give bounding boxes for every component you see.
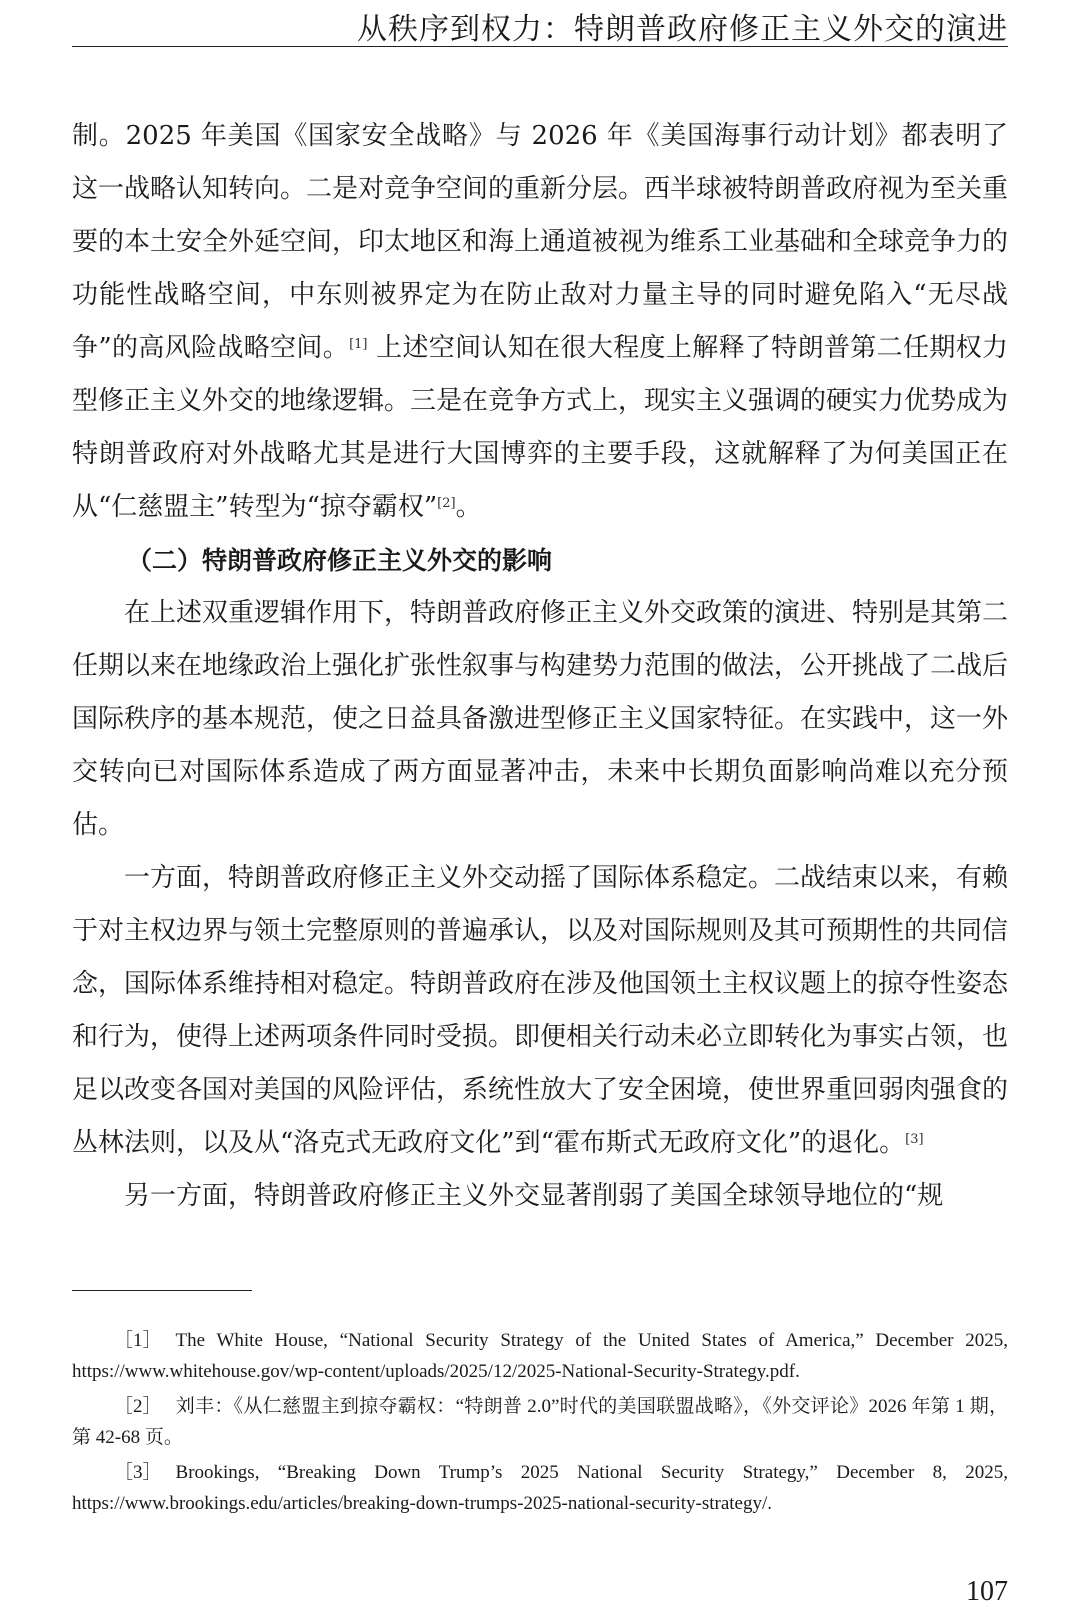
paragraph-text: 制。2025 年美国《国家安全战略》与 2026 年《美国海事行动计划》都表明了这一战略认知转向。二是对竞争空间的重新分层。西半球被特朗普政府视为至关重要的本土安全外延空间，印太地区和海上通道被视为维系工业基础和全球竞争力的功能性战略空间，中东则被界定为在防止敌对力量主导的同时避免陷入“无尽战争”的高风险战略空间。: [72, 121, 1009, 363]
paragraph: 另一方面，特朗普政府修正主义外交显著削弱了美国全球领导地位的“规: [124, 1181, 944, 1211]
footnote-1: [72, 1325, 1008, 1387]
footnote-ref-2[interactable]: [2]: [437, 496, 456, 511]
page-number: 107: [966, 1576, 1008, 1607]
section-heading: （二）特朗普政府修正主义外交的影响: [127, 546, 553, 575]
footnote-text: 刘丰：《从仁慈盟主到掠夺霸权：“特朗普 2.0”时代的美国联盟战略》，《外交评论》2026 年第 1 期，第 42-68 页。: [72, 1396, 1008, 1448]
paragraph-continued: [72, 110, 1008, 534]
footnote-text: The White House, “National Security Strategy of the United States of America,” December 2025, https://www.whitehouse.gov/wp-content/uploads/2025/12/2025-National-Security-Strategy.pdf.: [72, 1330, 1008, 1382]
footnote-number: ［2］: [114, 1396, 162, 1417]
footnote-number: ［3］: [114, 1462, 162, 1483]
footnote-ref-3[interactable]: [3]: [905, 1132, 924, 1147]
footnote-number: ［1］: [114, 1330, 162, 1351]
footnote-ref-1[interactable]: [1]: [349, 337, 368, 352]
running-header: [72, 0, 1008, 47]
footnote-3: [72, 1457, 1008, 1519]
paragraph: 在上述双重逻辑作用下，特朗普政府修正主义外交政策的演进、特别是其第二任期以来在地缘政治上强化扩张性叙事与构建势力范围的做法，公开挑战了二战后国际秩序的基本规范，使之日益具备激进型修正主义国家特征。在实践中，这一外交转向已对国际体系造成了两方面显著冲击，未来中长期负面影响尚难以充分预估。: [72, 598, 1009, 840]
paragraph-text: 上述空间认知在很大程度上解释了特朗普第二任期权力型修正主义外交的地缘逻辑。三是在竞争方式上，现实主义强调的硬实力优势成为特朗普政府对外战略尤其是进行大国博弈的主要手段，这就解释了为何美国正在从“仁慈盟主”转型为“掠夺霸权”: [72, 333, 1009, 522]
footnote-2: [72, 1391, 1008, 1453]
paragraph: [72, 852, 1008, 1170]
footnote-text: Brookings, “Breaking Down Trump’s 2025 National Security Strategy,” December 8, 2025, https://www.brookings.edu/articles/breaking-down-trumps-2025-national-security-strategy/.: [72, 1462, 1008, 1514]
running-header-title: 从秩序到权力：特朗普政府修正主义外交的演进: [357, 12, 1008, 47]
body-text: [72, 110, 1008, 1223]
paragraph-text: 一方面，特朗普政府修正主义外交动摇了国际体系稳定。二战结束以来，有赖于对主权边界与领土完整原则的普遍承认，以及对国际规则及其可预期性的共同信念，国际体系维持相对稳定。特朗普政府在涉及他国领土主权议题上的掠夺性姿态和行为，使得上述两项条件同时受损。即便相关行动未必立即转化为事实占领，也足以改变各国对美国的风险评估，系统性放大了安全困境，使世界重回弱肉强食的丛林法则，以及从“洛克式无政府文化”到“霍布斯式无政府文化”的退化。: [72, 863, 1009, 1158]
footnote-divider: [72, 1290, 252, 1291]
paragraph-text: 。: [455, 492, 482, 522]
footnotes: [72, 1325, 1008, 1523]
